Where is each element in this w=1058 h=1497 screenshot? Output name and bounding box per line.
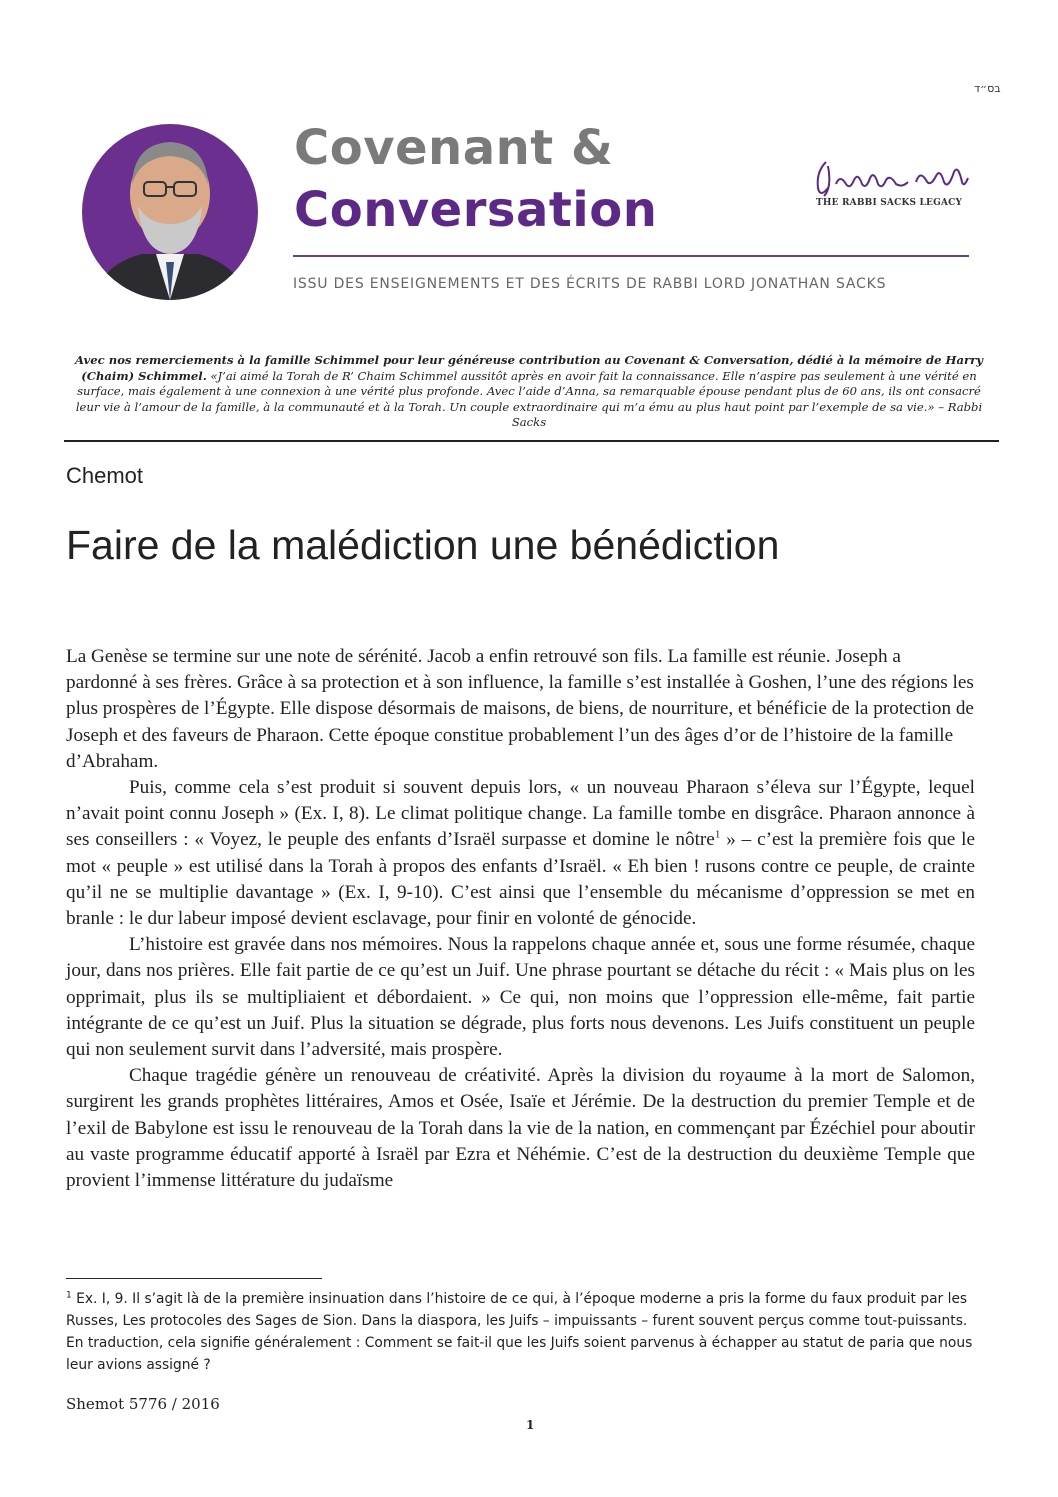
paragraph-2-part-b: » – c’est la première fois que le mot « peuple » est utilisé dans la Torah à propos des enfants d’Israël. « Eh bien ! rusons contre ce peuple, de crainte qu’il ne se multiplie davantage » (Ex. I, 9-10). C’est ainsi que l’ensemble du mécanisme d’oppression se met en branle : le dur labeur imposé devient esclavage, pour finir en volonté de génocide. [66, 829, 976, 930]
brand-title-line1: Covenant & [294, 120, 614, 176]
paragraph-4: Chaque tragédie génère un renouveau de créativité. Après la division du royaume à la mort de Salomon, surgirent les grands prophètes littéraires, Amos et Osée, Isaïe et Jérémie. De la destruction du premier Temple et de l’exil de Babylone est issu le renouveau de la Torah dans la vie de la nation, en commençant par Ézéchiel pour aboutir au vaste programme éducatif apporté à Israël par Ezra et Néhémie. C’est de la destruction du deuxième Temple que provient l’immense littérature du judaïsme [66, 1065, 975, 1192]
author-portrait [82, 124, 258, 300]
bsd-mark: בס״ד [974, 82, 1001, 95]
header-divider [293, 255, 969, 257]
paragraph-1: La Genèse se termine sur une note de sérénité. Jacob a enfin retrouvé son fils. La famille est réunie. Joseph a pardonné à ses frères. Grâce à sa protection et à son influence, la famille s’est installée à Goshen, l’une des régions les plus prospères de l’Égypte. Elle dispose désormais de maisons, de biens, de nourriture, et bénéficie de la protection de Joseph et des faveurs de Pharaon. Cette époque constitue probablement l’un des âges d’or de l’histoire de la famille d’Abraham. [66, 646, 974, 772]
footnote [66, 1288, 978, 1376]
article-title: Faire de la malédiction une bénédiction [66, 522, 780, 568]
paragraph-3: L’histoire est gravée dans nos mémoires. Nous la rappelons chaque année et, sous une forme résumée, chaque jour, dans nos prières. Elle fait partie de ce qu’est un Juif. Une phrase pourtant se détache du récit : « Mais plus on les opprimait, plus ils se multipliaient et débordaient. » Ce qui, non moins que l’oppression elle-même, fait partie intégrante de ce qu’est un Juif. Plus la situation se dégrade, plus forts nous devenons. Les Juifs constituent un peuple qui non seulement survit dans l’adversité, mais prospère. [66, 934, 975, 1061]
dedication-note [64, 353, 994, 431]
edition-label: Shemot 5776 / 2016 [66, 1395, 220, 1413]
paragraph-2-part-a: Puis, comme cela s’est produit si souvent depuis lors, « un nouveau Pharaon s’éleva sur l’Égypte, lequel n’avait point connu Joseph » (Ex. I, 8). Le climat politique change. La famille tombe en disgrâce. Pharaon annonce à ses conseillers : « Voyez, le peuple des enfants d’Israël surpasse et domine le nôtre [66, 777, 975, 851]
section-divider [64, 440, 999, 442]
legacy-caption: THE RABBI SACKS LEGACY [816, 198, 963, 208]
footnote-divider [66, 1278, 322, 1279]
footnote-text: Ex. I, 9. Il s’agit là de la première insinuation dans l’histoire de ce qui, à l’époque moderne a pris la forme du faux produit par les Russes, Les protocoles des Sages de Sion. Dans la diaspora, les Juifs – impuissants – furent souvent perçus comme tout-puissants. En traduction, cela signifie généralement : Comment se fait-il que les Juifs soient parvenus à échapper au statut de paria que nous leur avions assigné ? [66, 1291, 973, 1373]
footnote-number: 1 [66, 1290, 72, 1301]
brand-title-line2: Conversation [294, 182, 658, 238]
dedication-text: «J’ai aimé la Torah de R’ Chaim Schimmel aussitôt après en avoir fait la connaissance. Elle n’aspire pas seulement à une vérité en surface, mais également à une connexion à une vérité plus profonde. Avec l’aide d’Anna, sa remarquable épouse pendant plus de 60 ans, ils ont consacré leur vie à l’amour de la famille, à la communauté et à la Torah. Un couple extraordinaire qui m’a ému au plus haut point par l’exemple de sa vie.» – Rabbi Sacks [75, 368, 983, 429]
signature-logo [812, 158, 972, 198]
article-body [66, 644, 975, 1194]
header-subtitle: ISSU DES ENSEIGNEMENTS ET DES ÉCRITS DE RABBI LORD JONATHAN SACKS [293, 276, 887, 292]
dedication-bold: Avec nos remerciements à la famille Schimmel pour leur généreuse contribution au Covenant & Conversation, dédié à la mémoire de Harry (Chaim) Schimmel. [75, 353, 983, 383]
footnote-ref: 1 [714, 829, 721, 842]
page-number: 1 [526, 1418, 535, 1432]
paragraph-2 [66, 775, 975, 932]
parasha-name: Chemot [66, 463, 144, 488]
